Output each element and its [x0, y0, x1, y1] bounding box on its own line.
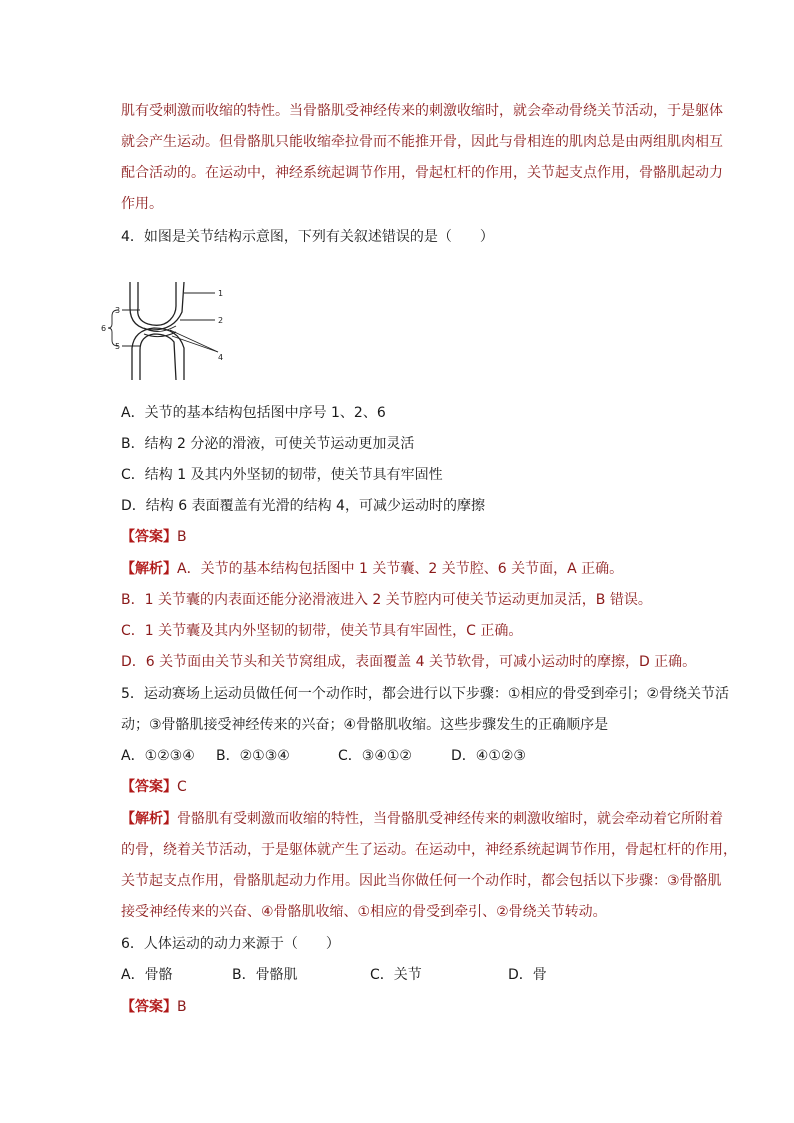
q5-answer — [121, 777, 711, 797]
intro-line-2: 就会产生运动。但骨骼肌只能收缩牵拉骨而不能推开骨，因此与骨相连的肌肉总是由两组肌肉相互 — [121, 134, 723, 150]
intro-line-3: 配合活动的。在运动中，神经系统起调节作用，骨起杠杆的作用，关节起支点作用，骨骼肌起动力 — [121, 165, 723, 181]
answer-value: C — [177, 779, 187, 795]
analysis-text: 骨骼肌有受刺激而收缩的特性，当骨骼肌受神经传来的刺激收缩时，就会牵动着它所附着 — [177, 811, 723, 827]
q5-options — [121, 746, 711, 766]
diagram-label-2: 2 — [218, 316, 224, 325]
diagram-label-4: 4 — [218, 353, 224, 362]
answer-value: B — [177, 529, 187, 545]
answer-tag: 【答案】 — [121, 779, 177, 795]
q5-option-c: C．③④①② — [338, 748, 412, 764]
analysis-tag: 【解析】 — [121, 561, 177, 577]
answer-value: B — [177, 999, 187, 1015]
q6-options — [121, 965, 711, 985]
analysis-tag: 【解析】 — [121, 811, 177, 827]
analysis-text: A．关节的基本结构包括图中 1 关节囊、2 关节腔、6 关节面，A 正确。 — [177, 561, 624, 577]
q4-option-d: D．结构 6 表面覆盖有光滑的结构 4，可减少运动时的摩擦 — [121, 498, 485, 514]
q5-option-b: B．②①③④ — [216, 748, 290, 764]
q4-analysis-2: B．1 关节囊的内表面还能分泌滑液进入 2 关节腔内可使关节运动更加灵活，B 错误。 — [121, 592, 652, 608]
q6-option-d: D．骨 — [508, 967, 547, 983]
joint-structure-diagram — [100, 280, 240, 385]
q5-analysis-3: 关节起支点作用，骨骼肌起动力作用。因此当你做任何一个动作时，都会包括以下步骤：③骨骼肌 — [121, 873, 722, 889]
q5-analysis-1 — [121, 809, 723, 829]
intro-line-4: 作用。 — [121, 196, 163, 212]
q6-option-b: B．骨骼肌 — [232, 967, 298, 983]
q4-option-c: C．结构 1 及其内外坚韧的韧带，使关节具有牢固性 — [121, 467, 443, 483]
diagram-label-5: 5 — [115, 342, 121, 351]
q4-analysis-4: D．6 关节面由关节头和关节窝组成，表面覆盖 4 关节软骨，可减小运动时的摩擦，D 正确。 — [121, 654, 697, 670]
q4-stem: 4．如图是关节结构示意图，下列有关叙述错误的是（ ） — [121, 229, 494, 245]
q6-answer — [121, 997, 711, 1017]
q5-option-d: D．④①②③ — [451, 748, 526, 764]
q5-analysis-2: 的骨，绕着关节活动，于是躯体就产生了运动。在运动中，神经系统起调节作用，骨起杠杆的作用， — [121, 842, 737, 858]
q5-stem-1: 5．运动赛场上运动员做任何一个动作时，都会进行以下步骤：①相应的骨受到牵引；②骨绕关节活 — [121, 686, 730, 702]
q5-analysis-4: 接受神经传来的兴奋、④骨骼肌收缩、①相应的骨受到牵引、②骨绕关节转动。 — [121, 904, 607, 920]
intro-line-1: 肌有受刺激而收缩的特性。当骨骼肌受神经传来的刺激收缩时，就会牵动骨绕关节活动，于是躯体 — [121, 103, 723, 119]
q4-option-b: B．结构 2 分泌的滑液，可使关节运动更加灵活 — [121, 436, 415, 452]
q4-analysis-3: C．1 关节囊及其内外坚韧的韧带，使关节具有牢固性，C 正确。 — [121, 623, 523, 639]
diagram-label-6: 6 — [101, 324, 107, 333]
q5-option-a: A．①②③④ — [121, 748, 195, 764]
q4-answer — [121, 527, 711, 547]
q6-option-c: C．关节 — [370, 967, 422, 983]
diagram-label-3: 3 — [115, 306, 121, 315]
q5-stem-2: 动；③骨骼肌接受神经传来的兴奋；④骨骼肌收缩。这些步骤发生的正确顺序是 — [121, 717, 609, 733]
q6-option-a: A．骨骼 — [121, 967, 173, 983]
answer-tag: 【答案】 — [121, 999, 177, 1015]
q4-analysis-1 — [121, 559, 711, 579]
q4-option-a: A．关节的基本结构包括图中序号 1、2、6 — [121, 405, 386, 421]
diagram-label-1: 1 — [218, 289, 224, 298]
answer-tag: 【答案】 — [121, 529, 177, 545]
q6-stem: 6．人体运动的动力来源于（ ） — [121, 936, 340, 952]
